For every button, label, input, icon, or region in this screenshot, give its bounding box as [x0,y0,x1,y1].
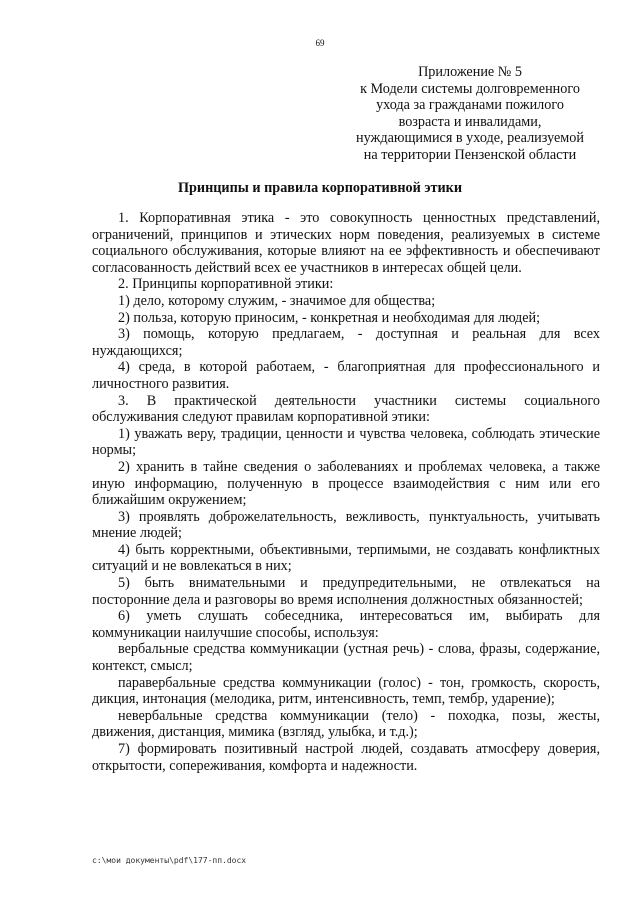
paragraph: 3) проявлять доброжелательность, вежливость, пунктуальность, учитывать мнение людей; [92,508,600,542]
appendix-line: к Модели системы долговременного [360,80,580,97]
paragraph: 2. Принципы корпоративной этики: [118,276,334,293]
appendix-line: на территории Пензенской области [363,146,577,163]
paragraph: 2) хранить в тайне сведения о заболеваниях и проблемах человека, а также иную информацию, полученную в процессе взаимодействия с ним или его ближайшим окружением; [92,458,600,509]
appendix-line: Приложение № 5 [418,64,522,80]
paragraph: 4) быть корректными, объективными, терпимыми, не создавать конфликтных ситуаций и не вовлекаться в них; [92,541,600,575]
appendix-line: возраста и инвалидами, [398,113,542,130]
appendix-heading [330,64,610,164]
paragraph: невербальные средства коммуникации (тело) - походка, позы, жесты, движения, дистанция, мимика (взгляд, улыбка, и т.д.); [92,707,600,741]
paragraph: 1) уважать веру, традиции, ценности и чувства человека, соблюдать этические нормы; [92,425,600,459]
paragraph: 4) среда, в которой работаем, - благоприятная для профессионального и личностного развития. [92,359,600,392]
document-body [92,210,600,774]
document-title: Принципы и правила корпоративной этики [177,180,462,196]
file-path-footer: c:\мои документы\pdf\177-пп.docx [92,856,247,865]
paragraph: вербальные средства коммуникации (устная речь) - слова, фразы, содержание, контекст, смысл; [92,641,600,675]
appendix-line: ухода за гражданами пожилого [376,97,564,114]
paragraph: паравербальные средства коммуникации (голос) - тон, громкость, скорость, дикция, интонация (мелодика, ритм, интенсивность, темп, тембр, ударение); [92,674,600,708]
paragraph: 3) помощь, которую предлагаем, - доступная и реальная для всех нуждающихся; [92,326,600,359]
paragraph: 3. В практической деятельности участники системы социального обслуживания следуют правилам корпоративной этики: [92,392,600,426]
appendix-line: нуждающимися в уходе, реализуемой [356,130,584,147]
paragraph: 5) быть внимательными и предупредительными, не отвлекаться на посторонние дела и разговоры во время исполнения должностных обязанностей; [92,575,600,608]
paragraph: 1) дело, которому служим, - значимое для общества; [118,292,436,309]
paragraph: 7) формировать позитивный настрой людей, создавать атмосферу доверия, открытости, сопереживания, комфорта и надежности. [92,741,600,774]
paragraph: 6) уметь слушать собеседника, интересоваться им, выбирать для коммуникации наилучшие способы, используя: [92,608,600,641]
paragraph: 1. Корпоративная этика - это совокупность ценностных представлений, ограничений, принципов и этических норм поведения, реализуемых в системе социального обслуживания, которые влияют на ее эффективность и обеспечивают согласованность действий всех ее участников в интересах общей цели. [92,210,600,276]
page-number: 69 [315,38,325,48]
paragraph: 2) польза, которую приносим, - конкретная и необходимая для людей; [118,309,541,326]
